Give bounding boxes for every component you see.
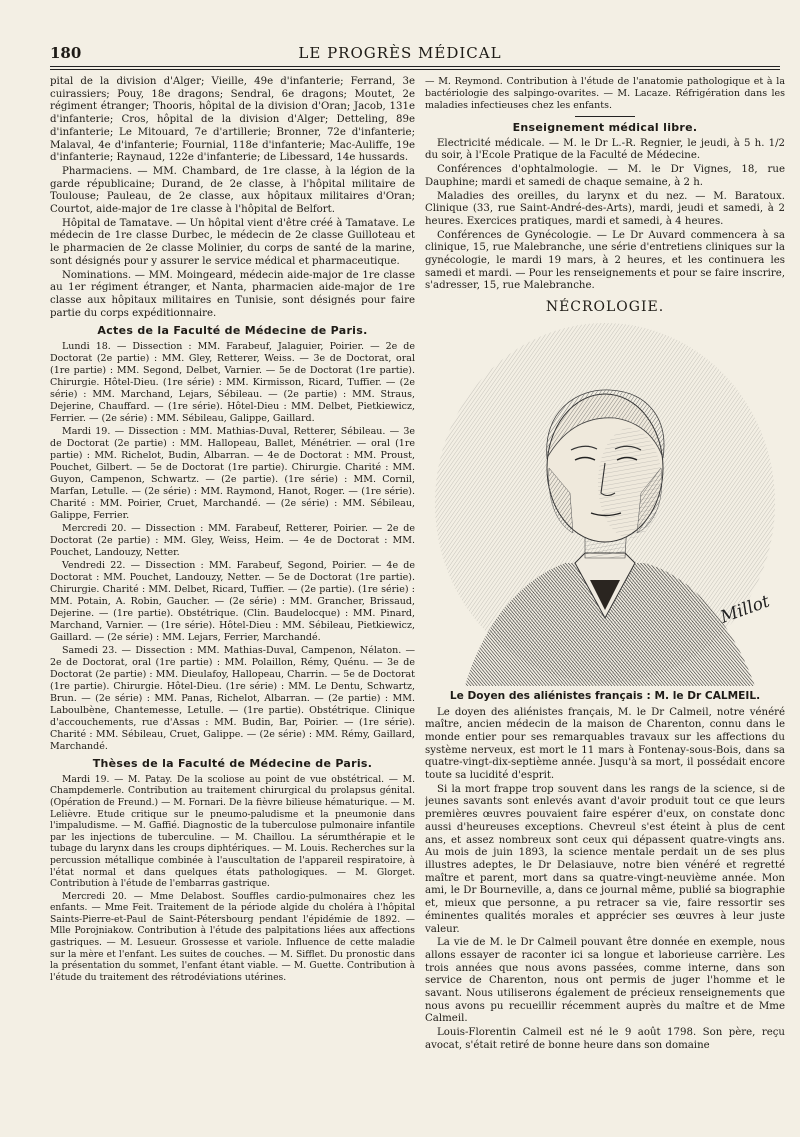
theses-entry: Mercredi 20. — Mme Delabost. Souffles cardio-pulmonaires chez les enfants. — Mme Feit. Traitement de la période algide du choléra à l'hôpital Saints-Pierre-et-Paul de Saint-Pétersbourg pendant l'épidémie de 1892. — Mlle Porojniakow. Contribution à l'étude des palpitations liées aux affections gastriques. — M. Lesueur. Grossesse et variole. Influence de cette maladie sur la mère et l'enfant. Les suites de couches. — M. Sifflet. Du pronostic dans la présentation du sommet, l'enfant étant viable. — M. Guette. Contribution à l'étude du traitement des rétrodéviations utérines. [50,890,415,983]
left-column [50,76,415,1131]
portrait-engraving [425,318,785,686]
section-heading-enseignement: Enseignement médical libre. [512,121,698,134]
paragraph: Pharmaciens. — MM. Chambard, de 1re classe, à la légion de la garde républicaine; Durand, de 2e classe, à l'hôpital militaire de Toulouse; Pauleau, de 2e classe, aux hôpitaux militaires d'Oran; Courtot, aide-major de 1re classe à l'hôpital de Belfort. [50,165,415,216]
running-head [50,44,750,64]
paragraph: Hôpital de Tamatave. — Un hôpital vient d'être créé à Tamatave. Le médecin de 1re classe Durbec, le médecin de 2e classe Guilloteau et le pharmacien de 2e classe Molinier, du corps de santé de la marine, sont désignés pour y assurer le service médical et pharmaceutique. [50,217,415,267]
actes-entry: Mercredi 20. — Dissection : MM. Farabeuf, Retterer, Poirier. — 2e de Doctorat (2e partie) : MM. Gley, Weiss, Heim. — 4e de Doctorat : MM. Pouchet, Landouzy, Netter. [50,523,415,559]
obituary-paragraph: La vie de M. le Dr Calmeil pouvant être donnée en exemple, nous allons essayer de raconter ici sa longue et laborieuse carrière. Les trois années que nous avons passées, comme interne, dans son service de Charenton, nous ont permis de juger l'homme et le savant. Nous utiliserons également de précieux renseignements que nous avons pu recueillir récemment auprès du maître et de Mme Calmeil. [425,937,785,1025]
enseignement-entry: Electricité médicale. — M. le Dr L.-R. Regnier, le jeudi, à 5 h. 1/2 du soir, à l'Ecole Pratique de la Faculté de Médecine. [425,137,785,162]
section-heading-theses: Thèses de la Faculté de Médecine de Paris. [92,757,373,771]
actes-entry: Vendredi 22. — Dissection : MM. Farabeuf, Segond, Poirier. — 4e de Doctorat : MM. Pouchet, Landouzy, Netter. — 5e de Doctorat (1re partie). Chirurgie. Charité : MM. Delbet, Ricard, Tuffier. — (2e partie). (1re série) : MM. Potain, A. Robin, Gaucher. — (2e série) : MM. Grancher, Brissaud, Dejerine. — (1re partie). Obstétrique. (Clin. Baudelocque) : MM. Pinard, Marchand, Varnier. — (1re série). Hôtel-Dieu : MM. Sébileau, Pietkiewicz, Gaillard. — (2e série) : MM. Lejars, Ferrier, Marchandé. [50,560,415,644]
header-rule-thin [50,69,780,70]
right-column [425,76,785,1131]
paragraph: — M. Reymond. Contribution à l'étude de l'anatomie pathologique et à la bactériologie des salpingo-ovarites. — M. Lacaze. Réfrigération dans les maladies infectieuses chez les enfants. [425,76,785,111]
paragraph: pital de la division d'Alger; Vieille, 49e d'infanterie; Ferrand, 3e cuirassiers; Pouy, 18e dragons; Sendral, 6e dragons; Moutet, 2e régiment étranger; Thooris, hôpital de la division d'Oran; Jacob, 131e d'infanterie; Cros, hôpital de la division d'Alger; Detteling, 89e d'infanterie; Le Mitouard, 7e d'artillerie; Bronner, 72e d'infanterie; Malaval, 4e d'infanterie; Fournial, 118e d'infanterie; Mac-Auliffe, 19e d'infanterie; Raynaud, 122e d'infanterie; de Libessard, 14e hussards. [50,76,415,164]
actes-entry: Mardi 19. — Dissection : MM. Mathias-Duval, Retterer, Sébileau. — 3e de Doctorat (2e partie) : MM. Hallopeau, Ballet, Ménétrier. — oral (1re partie) : MM. Richelot, Budin, Albarran. — 4e de Doctorat : MM. Proust, Pouchet, Gilbert. — 5e de Doctorat (1re partie). Chirurgie. Charité : MM. Guyon, Campenon, Schwartz. — (2e partie). (1re série) : MM. Cornil, Marfan, Letulle. — (2e série) : MM. Raymond, Hanot, Roger. — (1re série). Charité : MM. Poirier, Cruet, Marchandé. — (2e série) : MM. Sébileau, Galippe, Ferrier. [50,426,415,522]
actes-entry: Lundi 18. — Dissection : MM. Farabeuf, Jalaguier, Poirier. — 2e de Doctorat (2e partie) : MM. Gley, Retterer, Weiss. — 3e de Doctorat, oral (1re partie) : MM. Segond, Delbet, Varnier. — 5e de Doctorat (1re partie). Chirurgie. Hôtel-Dieu. (1re série) : MM. Kirmisson, Ricard, Tuffier. — (2e série) : MM. Marchand, Lejars, Sébileau. — (2e partie) : MM. Straus, Dejerine, Chauffard. — (1re série). Hôtel-Dieu : MM. Delbet, Pietkiewicz, Ferrier. — (2e série) : MM. Sébileau, Galippe, Gaillard. [50,341,415,425]
page-number: 180 [50,44,82,62]
section-heading-actes: Actes de la Faculté de Médecine de Paris. [97,324,368,338]
divider [575,116,635,117]
enseignement-entry: Maladies des oreilles, du larynx et du nez. — M. Baratoux. Clinique (33, rue Saint-André-des-Arts), mardi, jeudi et samedi, à 2 heures. Exercices pratiques, mardi et samedi, à 4 heures. [425,190,785,227]
section-heading-necrologie: NÉCROLOGIE. [545,299,665,316]
engraver-signature: Millot [717,591,773,628]
obituary-paragraph: Si la mort frappe trop souvent dans les rangs de la science, si de jeunes savants sont enlevés avant d'avoir produit tout ce que leurs premières œuvres pouvaient faire espérer d'eux, on constate donc aussi d'heureuses exceptions. Chevreul s'est éteint à plus de cent ans, et assez nombreux sont ceux qui dépassent quatre-vingts ans. Au mois de juin 1893, la science mentale perdait un de ses plus illustres adeptes, le Dr Delasiauve, notre bien vénéré et regretté maître et parent, mort dans sa quatre-vingt-neuvième année. Mon ami, le Dr Bourneville, a, dans ce journal même, publié sa biographie et, mieux que personne, a pu retracer sa vie, faire ressortir ses éminentes qualités morales et apprécier ses œuvres à leur juste valeur. [425,783,785,935]
header-rule [50,66,780,67]
enseignement-entry: Conférences d'ophtalmologie. — M. le Dr Vignes, 18, rue Dauphine; mardi et samedi de chaque semaine, à 2 h. [425,164,785,188]
theses-entry: Mardi 19. — M. Patay. De la scoliose au point de vue obstétrical. — M. Champdemerle. Contribution au traitement chirurgical du prolapsus génital. (Opération de Freund.) — M. Fornari. De la fièvre bilieuse hématurique. — M. Lelièvre. Etude critique sur le pneumo-paludisme et la pneumonie dans l'impaludisme. — M. Gaffié. Diagnostic de la tuberculose pulmonaire infantile par les injections de tuberculine. — M. Chaillou. La sérumthérapie et le tubage du larynx dans les croups diphtériques. — M. Louis. Recherches sur la percussion métallique combinée à l'auscultation de l'appareil respiratoire, à l'état normal et dans quelques états pathologiques. — M. Glorget. Contribution à l'étude de l'embarras gastrique. [50,773,415,890]
enseignement-entry: Conférences de Gynécologie. — Le Dr Auvard commencera à sa clinique, 15, rue Malebranche, une série d'entretiens cliniques sur la gynécologie, le mardi 19 mars, à 2 heures, et les continuera les samedi et mardi. — Pour les renseignements et pour se faire inscrire, s'adresser, 15, rue Malebranche. [425,229,785,292]
journal-title: LE PROGRÈS MÉDICAL [298,44,502,62]
actes-entry: Samedi 23. — Dissection : MM. Mathias-Duval, Campenon, Nélaton. — 2e de Doctorat, oral (1re partie) : MM. Polaillon, Rémy, Quénu. — 3e de Doctorat (2e partie) : MM. Dieulafoy, Hallopeau, Charrin. — 5e de Doctorat (1re partie). Chirurgie. Hôtel-Dieu. (1re série) : MM. Le Dentu, Schwartz, Brun. — (2e série) : MM. Panas, Richelot, Albarran. — (2e partie) : MM. Laboulbène, Chantemesse, Letulle. — (1re partie). Obstétrique. Clinique d'accouchements, rue d'Assas : MM. Budin, Bar, Poirier. — (1re série). Charité : MM. Sébileau, Cruet, Galippe. — (2e série) : MM. Rémy, Gaillard, Marchandé. [50,645,415,753]
obituary-paragraph: Le doyen des aliénistes français, M. le Dr Calmeil, notre vénéré maître, ancien médecin de la maison de Charenton, connu dans le monde entier pour ses remarquables travaux sur les affections du système nerveux, est mort le 11 mars à Fontenay-sous-Bois, dans sa quatre-vingt-dix-septième année. Jusqu'à sa mort, il possédait encore toute sa lucidité d'esprit. [425,706,785,782]
portrait-caption: Le Doyen des aliénistes français : M. le Dr CALMEIL. [449,689,761,702]
obituary-paragraph: Louis-Florentin Calmeil est né le 9 août 1798. Son père, reçu avocat, s'était retiré de bonne heure dans son domaine [425,1027,785,1051]
paragraph: Nominations. — MM. Moingeard, médecin aide-major de 1re classe au 1er régiment étranger, et Nanta, pharmacien aide-major de 1re classe aux hôpitaux militaires en Tunisie, sont désignés pour faire partie du corps expéditionnaire. [50,269,415,319]
